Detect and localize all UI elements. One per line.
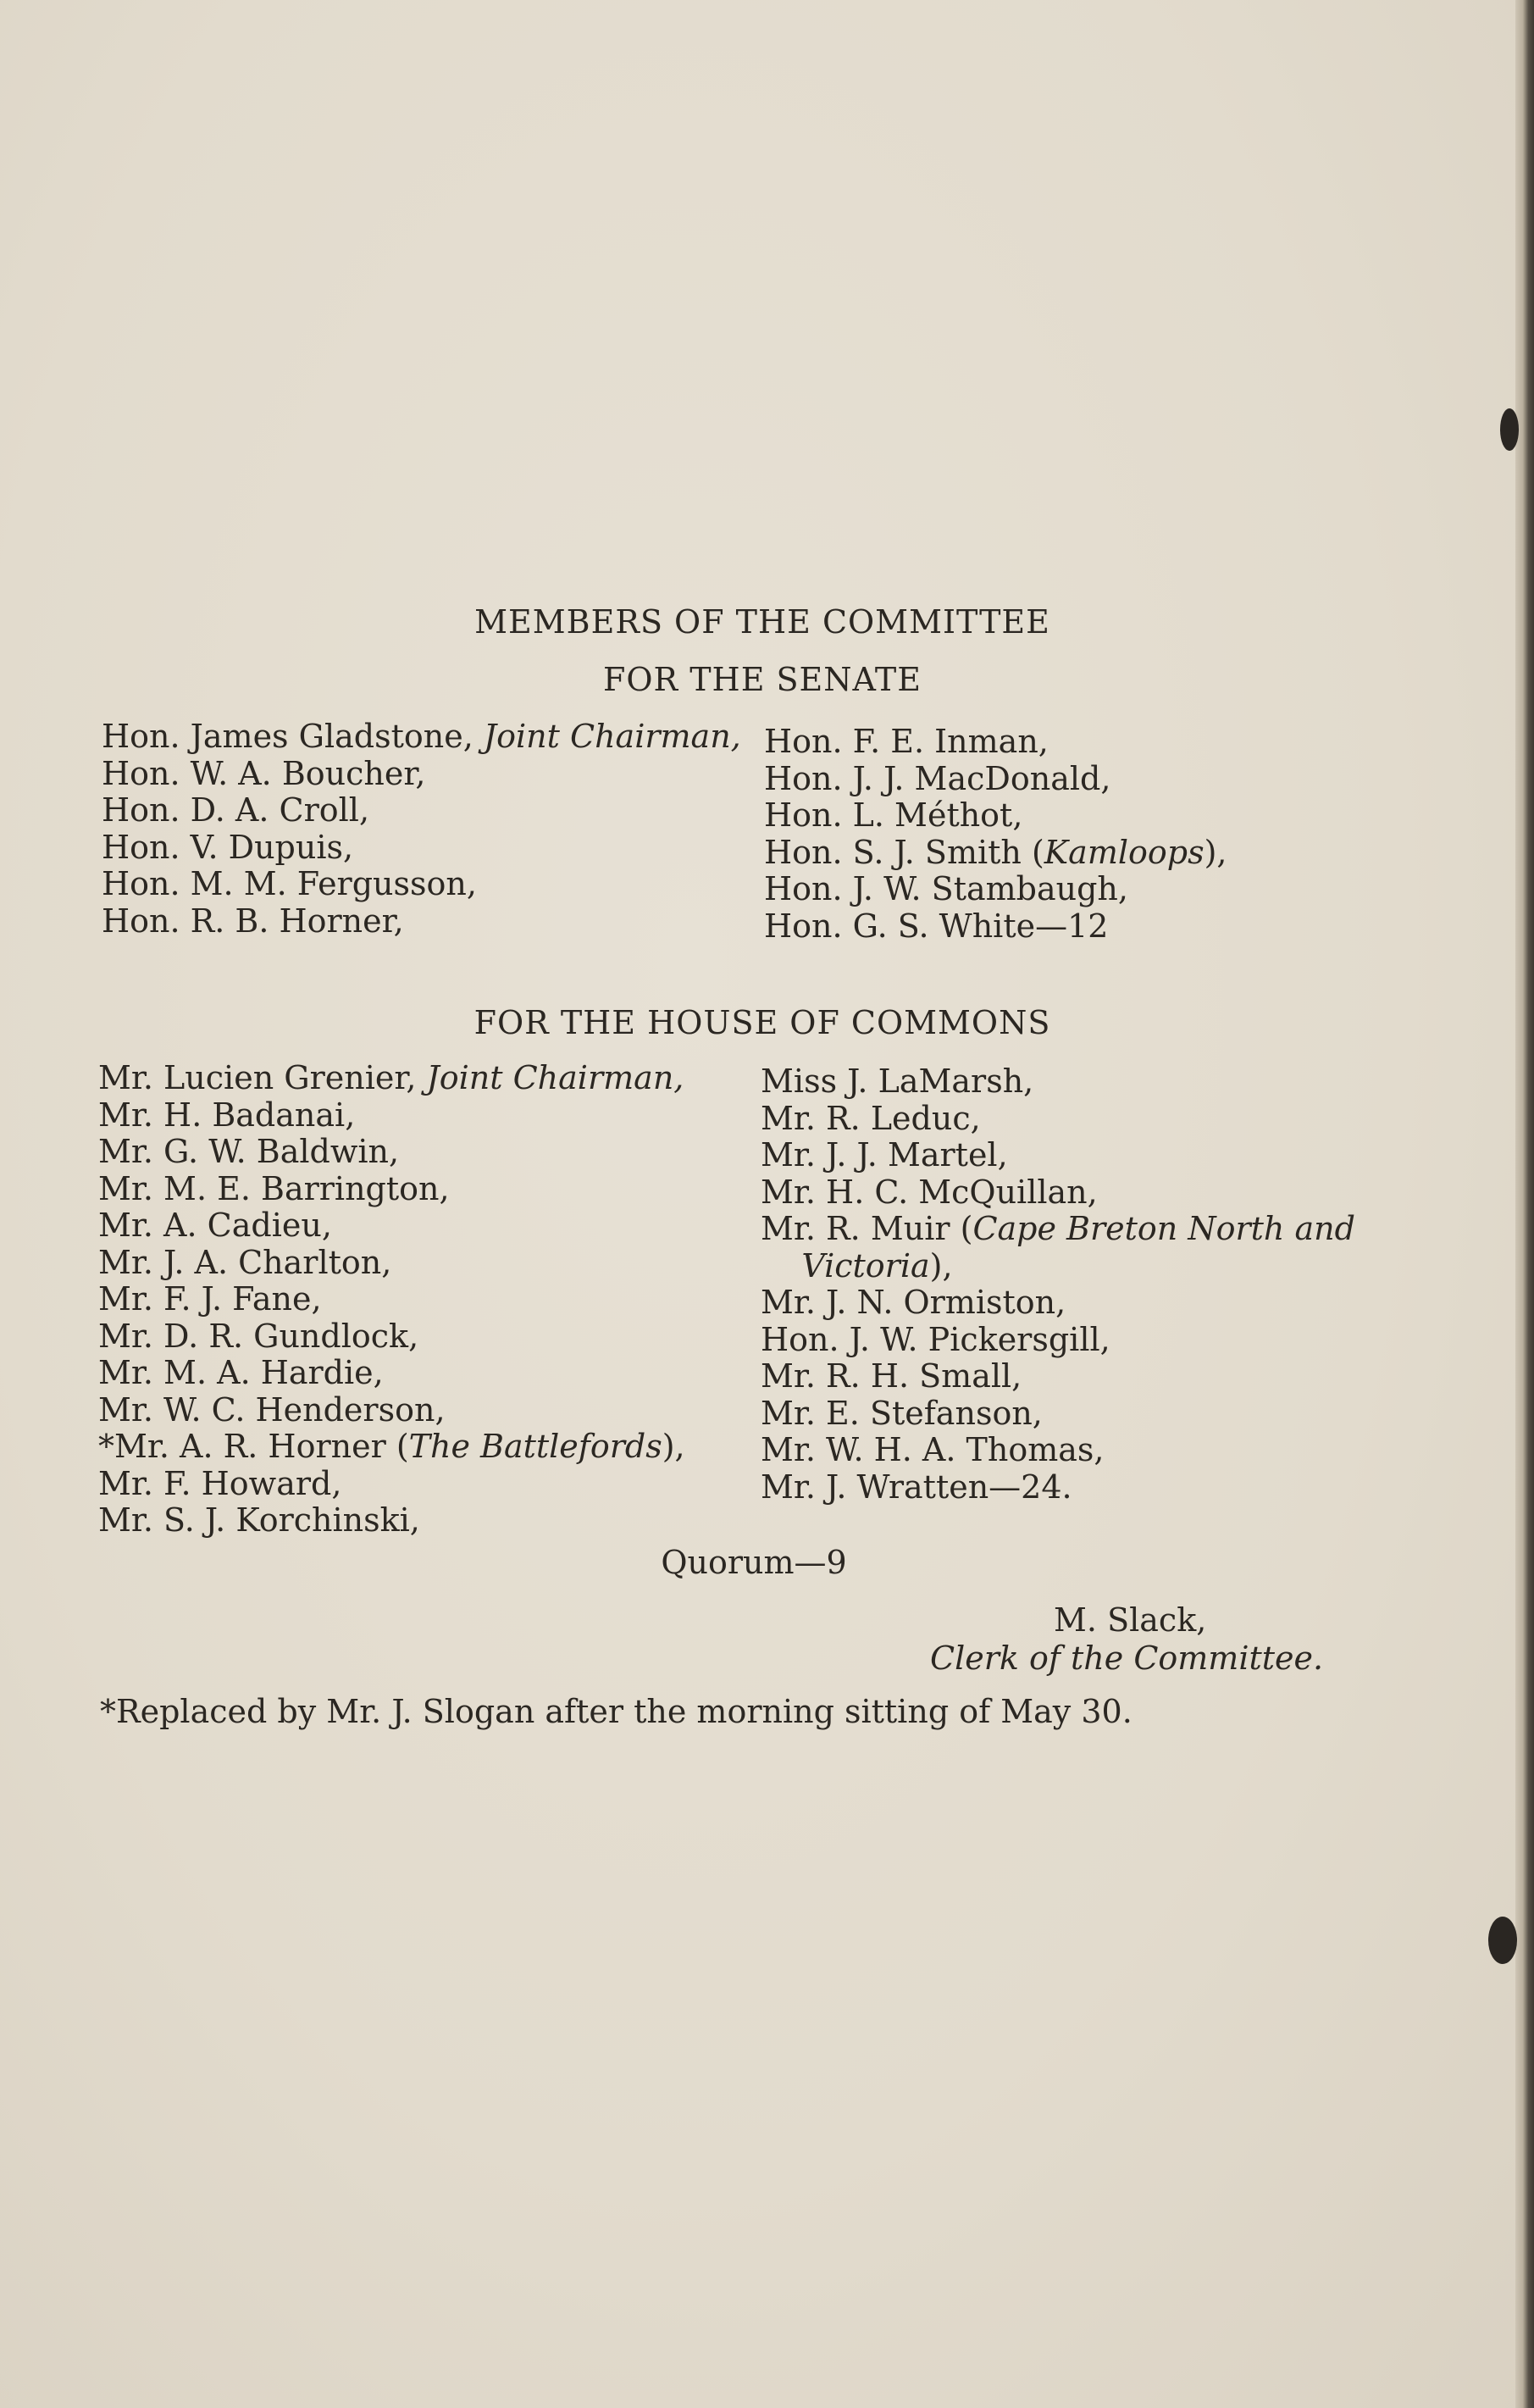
member-name: Hon. R. B. Horner, (102, 902, 404, 940)
member-entry (761, 1211, 1355, 1248)
member-name: Miss J. LaMarsh, (761, 1063, 1034, 1100)
member-name: Mr. S. J. Korchinski, (98, 1501, 420, 1539)
member-name: Hon. L. Méthot, (764, 796, 1023, 834)
member-entry (98, 1392, 685, 1429)
member-name: Mr. H. C. McQuillan, (761, 1173, 1098, 1211)
member-qualifier: Kamloops (1044, 833, 1204, 871)
member-name: Mr. J. Wratten—24. (761, 1468, 1072, 1506)
member-entry (761, 1469, 1355, 1506)
commons-right-column (761, 1063, 1355, 1506)
member-name: Hon. G. S. White—12 (764, 907, 1109, 945)
member-qualifier: The Battlefords (408, 1428, 662, 1465)
member-entry (761, 1322, 1355, 1359)
member-name: Hon. V. Dupuis, (102, 828, 354, 866)
member-tail: ), (662, 1428, 685, 1465)
member-entry (764, 908, 1227, 946)
member-name: Mr. J. A. Charlton, (98, 1243, 392, 1281)
member-name: Hon. J. J. MacDonald, (764, 759, 1111, 797)
footnote: *Replaced by Mr. J. Slogan after the morning sitting of May 30. (100, 1693, 1133, 1730)
member-entry (98, 1134, 685, 1171)
member-entry (761, 1248, 1355, 1285)
member-name: Hon. S. J. Smith ( (764, 833, 1044, 871)
member-name: Mr. R. H. Small, (761, 1357, 1022, 1395)
member-name: Hon. D. A. Croll, (102, 791, 370, 829)
member-entry (98, 1060, 685, 1097)
clerk-name: M. Slack, (1054, 1601, 1207, 1639)
member-entry (102, 829, 741, 867)
member-tail: ), (929, 1246, 953, 1284)
member-entry (98, 1245, 685, 1282)
member-name: Mr. H. Badanai, (98, 1096, 356, 1134)
member-tail: ), (1204, 833, 1227, 871)
member-qualifier: Victoria (801, 1246, 930, 1284)
member-entry (761, 1395, 1355, 1433)
member-entry (761, 1174, 1355, 1212)
senate-right-column (764, 724, 1227, 945)
member-entry (98, 1429, 685, 1466)
member-name (761, 1247, 801, 1284)
member-name: Mr. M. E. Barrington, (98, 1169, 450, 1207)
page-edge-shadow (1515, 0, 1534, 2408)
binding-hole-top (1500, 408, 1519, 451)
member-name: Mr. M. A. Hardie, (98, 1354, 384, 1391)
member-name: Hon. J. W. Stambaugh, (764, 870, 1128, 907)
member-entry (102, 792, 741, 829)
quorum-line: Quorum—9 (661, 1544, 847, 1581)
member-name: Mr. J. N. Ormiston, (761, 1284, 1066, 1321)
member-name: Mr. G. W. Baldwin, (98, 1133, 400, 1170)
member-entry (761, 1284, 1355, 1322)
member-entry (764, 724, 1227, 761)
member-entry (98, 1502, 685, 1540)
member-entry (98, 1466, 685, 1503)
member-entry (98, 1318, 685, 1356)
member-entry (761, 1358, 1355, 1395)
member-entry (761, 1137, 1355, 1174)
member-name: Mr. W. H. A. Thomas, (761, 1431, 1105, 1468)
member-name: Mr. D. R. Gundlock, (98, 1317, 419, 1355)
member-entry (98, 1355, 685, 1392)
member-entry (761, 1432, 1355, 1469)
member-qualifier: Joint Chairman, (426, 1059, 684, 1096)
senate-heading: FOR THE SENATE (603, 661, 922, 698)
member-name: Hon. J. W. Pickersgill, (761, 1320, 1110, 1358)
member-name: Mr. E. Stefanson, (761, 1394, 1043, 1432)
member-name: Mr. W. C. Henderson, (98, 1390, 446, 1429)
member-qualifier: Cape Breton North and (972, 1210, 1355, 1247)
commons-heading: FOR THE HOUSE OF COMMONS (473, 1004, 1051, 1041)
clerk-title: Clerk of the Committee. (930, 1640, 1324, 1677)
member-name: Hon. F. E. Inman, (764, 723, 1049, 760)
member-entry (98, 1207, 685, 1245)
member-name: Mr. F. Howard, (98, 1464, 342, 1502)
committee-title: MEMBERS OF THE COMMITTEE (474, 603, 1050, 641)
member-qualifier: Joint Chairman, (483, 718, 741, 755)
member-name: Mr. F. J. Fane, (98, 1280, 322, 1318)
member-entry (98, 1171, 685, 1208)
member-entry (764, 871, 1227, 908)
member-name: Mr. J. J. Martel, (761, 1136, 1008, 1173)
member-name: Hon. M. M. Fergusson, (102, 865, 477, 902)
member-entry (761, 1101, 1355, 1138)
binding-hole-bottom (1488, 1917, 1517, 1964)
member-entry (102, 903, 741, 940)
member-entry (761, 1063, 1355, 1101)
senate-left-column (102, 719, 741, 940)
member-entry (102, 719, 741, 756)
member-entry (764, 835, 1227, 872)
member-entry (98, 1097, 685, 1135)
member-entry (102, 756, 741, 793)
member-name: Mr. R. Leduc, (761, 1099, 981, 1137)
member-name: *Mr. A. R. Horner ( (98, 1428, 409, 1465)
member-name: Mr. Lucien Grenier, (98, 1059, 427, 1096)
member-name: Mr. A. Cadieu, (98, 1207, 332, 1244)
member-name: Hon. W. A. Boucher, (102, 754, 426, 792)
member-entry (764, 797, 1227, 835)
member-entry (102, 866, 741, 903)
member-name: Mr. R. Muir ( (761, 1210, 973, 1247)
member-entry (764, 761, 1227, 798)
member-name: Hon. James Gladstone, (102, 718, 484, 755)
member-entry (98, 1281, 685, 1318)
commons-left-column (98, 1060, 685, 1540)
